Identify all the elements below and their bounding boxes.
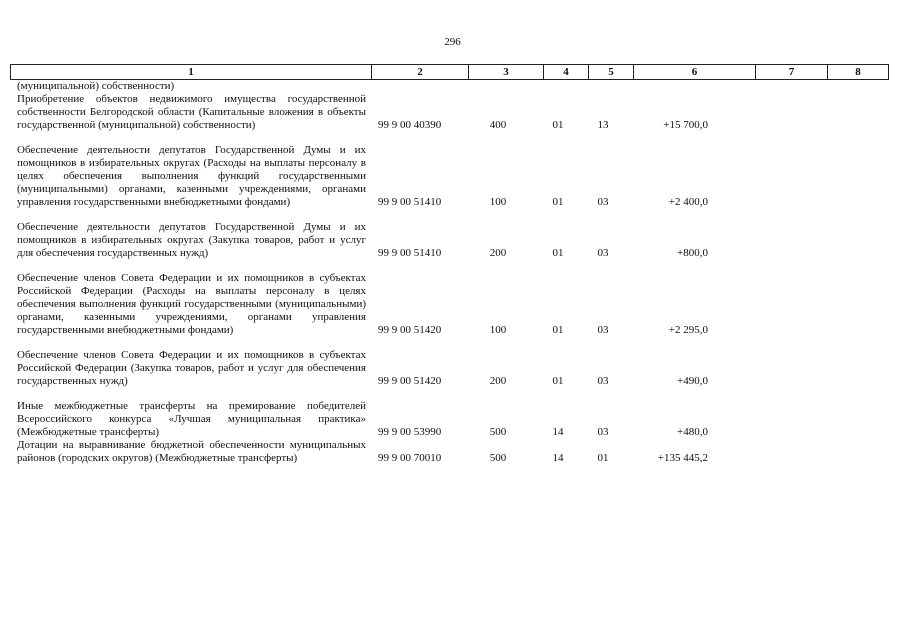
row-code: 99 9 00 51420 <box>378 324 442 336</box>
column-header-5: 5 <box>589 65 634 79</box>
row-description: Обеспечение членов Совета Федерации и их помощников в субъектах Российской Федерации (Расходы на выплаты персоналу в целях обеспечения выполнения функций государственными (муниципальными) органами, казенными учреждениями, органами управления государственными внебюджетными фондами) <box>17 272 366 336</box>
column-header-7: 7 <box>756 65 828 79</box>
row-pr: 03 <box>597 426 609 438</box>
row-pr: 01 <box>597 452 609 464</box>
column-header-1: 1 <box>11 65 372 79</box>
row-code: 99 9 00 51410 <box>378 247 442 259</box>
table-row <box>17 93 897 132</box>
row-amount: +2 400,0 <box>668 196 708 208</box>
row-description: Иные межбюджетные трансферты на премирование победителей Всероссийского конкурса «Лучшая муниципальная практика» (Межбюджетные трансферты) <box>17 400 366 438</box>
row-code: 99 9 00 53990 <box>378 426 442 438</box>
table-row <box>17 221 897 260</box>
row-vr: 100 <box>489 196 507 208</box>
row-code: 99 9 00 51420 <box>378 375 442 387</box>
row-description: Дотации на выравнивание бюджетной обеспеченности муниципальных районов (городских округов) (Межбюджетные трансферты) <box>17 439 366 464</box>
continued-text: (муниципальной) собственности) <box>17 80 175 92</box>
page-number: 296 <box>444 36 461 48</box>
row-pr: 03 <box>597 375 609 387</box>
row-vr: 100 <box>489 324 507 336</box>
row-code: 99 9 00 70010 <box>378 452 442 464</box>
row-pr: 03 <box>597 196 609 208</box>
row-description: Обеспечение деятельности депутатов Государственной Думы и их помощников в избирательных округах (Закупка товаров, работ и услуг для обеспечения государственных нужд) <box>17 221 366 259</box>
row-vr: 500 <box>489 426 507 438</box>
row-amount: +490,0 <box>677 375 708 387</box>
row-pr: 03 <box>597 247 609 259</box>
row-rz: 01 <box>552 375 564 387</box>
row-description: Обеспечение деятельности депутатов Государственной Думы и их помощников в избирательных округах (Расходы на выплаты персоналу в целях обеспечения выполнения функций государственными (муниципальными) органами, казенными учреждениями, органами управления государственными внебюджетными фондами) <box>17 144 366 208</box>
row-rz: 01 <box>552 196 564 208</box>
row-rz: 01 <box>552 119 564 131</box>
column-header-2: 2 <box>372 65 469 79</box>
row-pr: 13 <box>597 119 609 131</box>
row-vr: 400 <box>489 119 507 131</box>
row-rz: 14 <box>552 426 564 438</box>
table-row <box>17 400 897 439</box>
row-pr: 03 <box>597 324 609 336</box>
row-amount: +135 445,2 <box>657 452 708 464</box>
row-vr: 200 <box>489 247 507 259</box>
table-row <box>17 349 897 388</box>
row-code: 99 9 00 40390 <box>378 119 442 131</box>
row-amount: +2 295,0 <box>668 324 708 336</box>
table-row <box>17 439 897 465</box>
column-header-6: 6 <box>634 65 756 79</box>
row-amount: +15 700,0 <box>663 119 708 131</box>
row-rz: 01 <box>552 324 564 336</box>
table-body <box>17 80 897 465</box>
column-header-3: 3 <box>469 65 544 79</box>
row-rz: 14 <box>552 452 564 464</box>
row-amount: +800,0 <box>677 247 708 259</box>
row-amount: +480,0 <box>677 426 708 438</box>
column-header-4: 4 <box>544 65 589 79</box>
table-header <box>10 64 889 80</box>
row-description: Приобретение объектов недвижимого имущества государственной собственности Белгородской области (Капитальные вложения в объекты государственной (муниципальной) собственности) <box>17 93 366 131</box>
table-row <box>17 144 897 209</box>
row-vr: 500 <box>489 452 507 464</box>
column-header-8: 8 <box>855 66 861 78</box>
row-description: Обеспечение членов Совета Федерации и их помощников в субъектах Российской Федерации (Закупка товаров, работ и услуг для обеспечения государственных нужд) <box>17 349 366 387</box>
row-vr: 200 <box>489 375 507 387</box>
table-row <box>17 272 897 337</box>
row-code: 99 9 00 51410 <box>378 196 442 208</box>
row-rz: 01 <box>552 247 564 259</box>
